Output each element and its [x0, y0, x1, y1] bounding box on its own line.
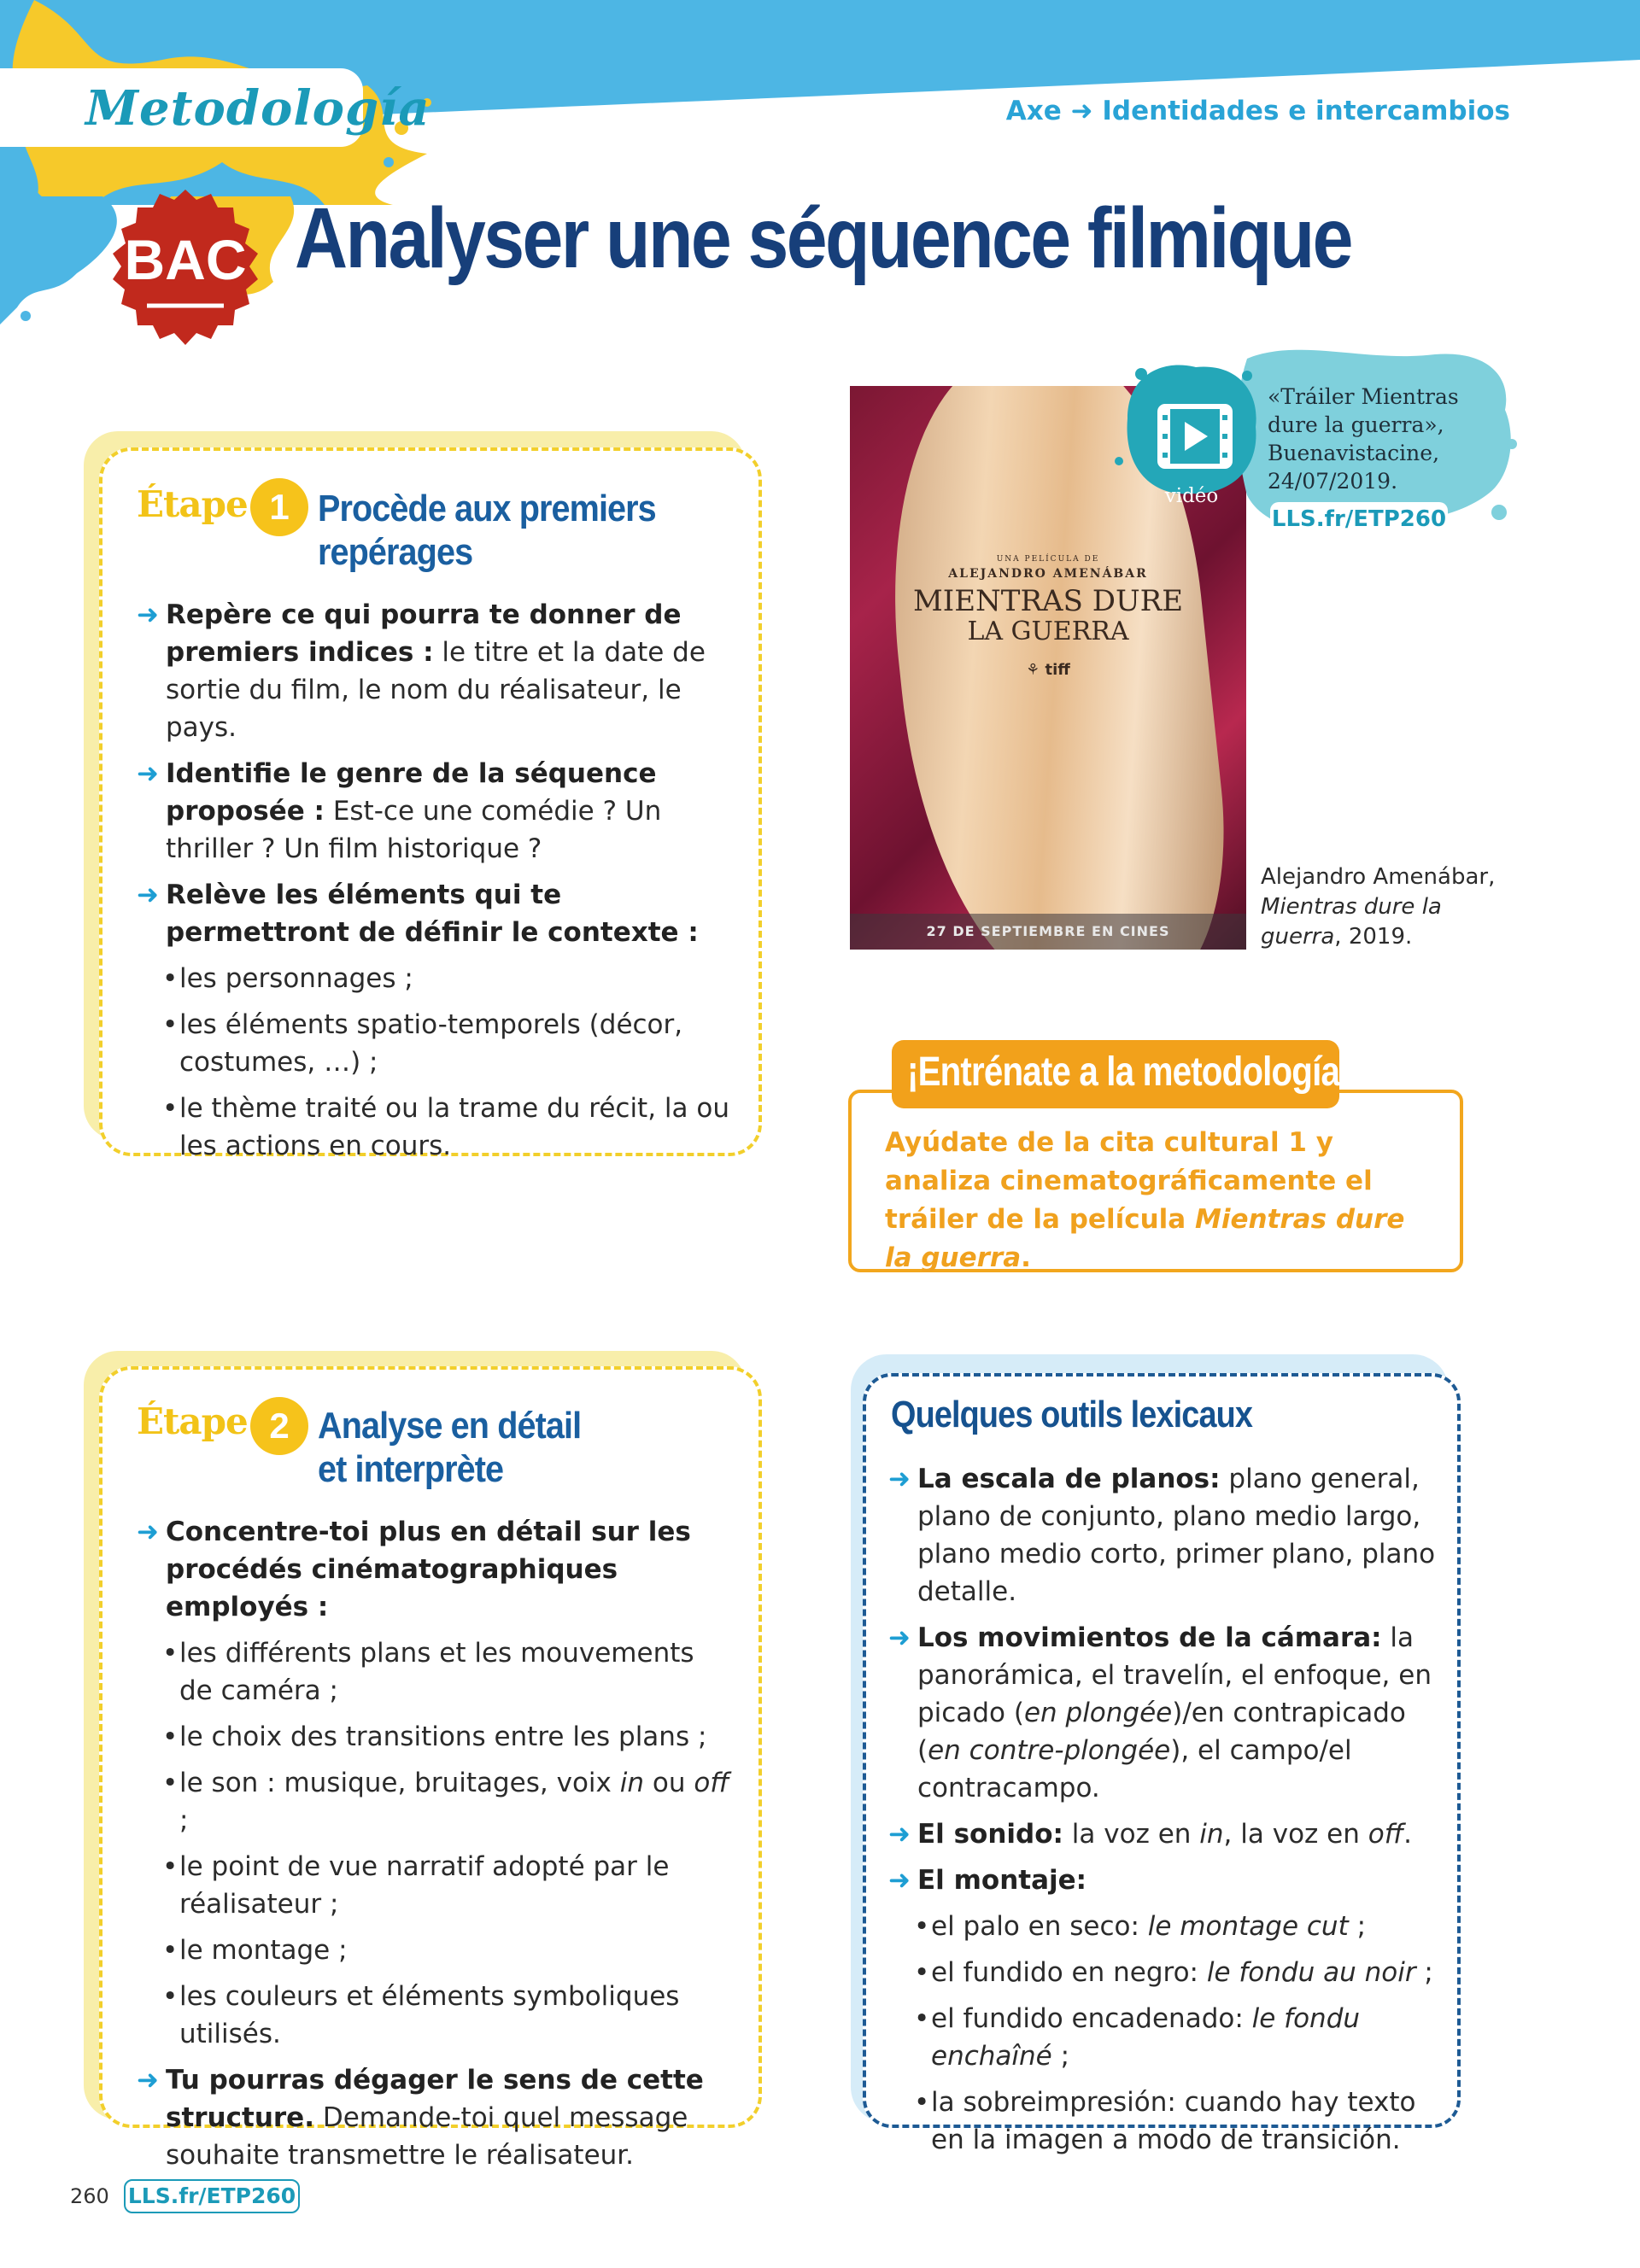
entrenate-tab	[892, 1040, 1350, 1108]
bac-label: BAC	[124, 228, 247, 291]
bullet-icon: •	[914, 2087, 930, 2118]
lexique-mov-contre: en contre-plongée	[928, 1735, 1171, 1766]
step1-item-1-text: le titre et la date de sortie du film, le nom du réalisateur, le pays.	[166, 637, 706, 743]
step2-title	[318, 1404, 581, 1491]
lexique-sonido-in: in	[1199, 1819, 1224, 1850]
lexique-bullet-text: ;	[1051, 2041, 1070, 2072]
page-title: Analyser une séquence filmique	[295, 190, 1351, 286]
poster-title-line2: LA GUERRA	[967, 617, 1129, 646]
lexique-item-montaje	[888, 1862, 1444, 1899]
step1-bullet-text: le thème traité ou la trame du récit, la ou les actions en cours.	[179, 1093, 729, 1161]
video-source-text: «Tráiler Mientras dure la guerra», Buenavistacine, 24/07/2019.	[1268, 384, 1459, 494]
caption-author: Alejandro Amenábar,	[1261, 864, 1496, 890]
bullet-icon: •	[162, 1093, 179, 1124]
lexique-sonido-text: .	[1403, 1819, 1412, 1850]
step1-body	[137, 596, 735, 1173]
lexique-sonido-text: la voz en	[1063, 1819, 1200, 1850]
bullet-icon: •	[162, 1638, 179, 1669]
arrow-right-icon: ➜	[888, 1819, 911, 1850]
step2-bullet-text: le choix des transitions entre les plans ;	[179, 1721, 707, 1752]
step2-bullet-text: ou	[644, 1768, 694, 1798]
lexique-sonido-text: , la voz en	[1223, 1819, 1368, 1850]
arrow-right-icon: ➜	[137, 758, 159, 789]
lexique-bullet-italic: le fondu enchaîné	[931, 2003, 1361, 2072]
step2-bullet	[137, 1634, 735, 1710]
step2-bullet	[137, 1978, 735, 2053]
step1-item-3	[137, 876, 735, 951]
step1-number: 1	[250, 478, 308, 536]
lexique-bullet-italic: le montage cut	[1147, 1911, 1349, 1942]
step2-item-2	[137, 2061, 735, 2174]
arrow-right-icon: ➜	[137, 880, 159, 910]
lexique-body	[888, 1460, 1444, 2167]
poster-release-date: 27 DE SEPTIEMBRE EN CINES	[850, 914, 1246, 950]
step2-bullet-text: le montage ;	[179, 1935, 348, 1966]
lexique-sonido-bold: El sonido:	[917, 1819, 1063, 1850]
step2-bullet	[137, 1848, 735, 1923]
bac-badge	[104, 186, 266, 348]
video-play-icon[interactable]	[1157, 398, 1233, 475]
step2-item-2-bold: Tu pourras dégager le sens de cette structure.	[166, 2065, 704, 2133]
bullet-icon: •	[162, 1768, 179, 1798]
step2-bullet-off: off	[694, 1768, 729, 1798]
step2-bullet-text: le point de vue narratif adopté par le réalisateur ;	[179, 1851, 670, 1920]
step2-etape-label: Étape	[137, 1400, 248, 1442]
bullet-icon: •	[162, 1935, 179, 1966]
entrenate-title: ¡Entrénate a la metodología!	[907, 1049, 1350, 1095]
lexique-montaje-bold: El montaje:	[917, 1865, 1087, 1896]
step1-bullet-text: les personnages ;	[179, 963, 413, 994]
footer-link[interactable]: LLS.fr/ETP260	[124, 2179, 300, 2213]
axe-breadcrumb	[1006, 96, 1510, 126]
step2-item-1-bold: Concentre-toi plus en détail sur les procédés cinématographiques employés :	[166, 1517, 691, 1622]
lexique-bullet-text: ;	[1348, 1911, 1367, 1942]
poster-logos: ⚘ tiff	[1026, 661, 1070, 679]
lexique-bullet-text: el fundido encadenado:	[931, 2003, 1252, 2034]
step2-bullet-in: in	[619, 1768, 645, 1798]
step2-body	[137, 1513, 735, 2183]
lexique-mov-text: la panorámica, el travelín, el enfoque, en picado (	[917, 1622, 1432, 1728]
step1-title-line2: repérages	[318, 531, 473, 573]
step1-bullet	[137, 1090, 735, 1165]
bullet-icon: •	[162, 1981, 179, 2012]
video-label: vidéo	[1164, 485, 1219, 507]
caption-year: , 2019.	[1334, 924, 1413, 950]
step1-bullet	[137, 960, 735, 997]
entrenate-film: Mientras dure la guerra	[885, 1204, 1405, 1273]
lexique-bullet-text: la sobreimpresión: cuando hay texto en la imagen a modo de transición.	[931, 2087, 1416, 2155]
arrow-right-icon: ➜	[137, 599, 159, 630]
entrenate-text-end: .	[1021, 1242, 1031, 1273]
step1-bullet-text: les éléments spatio-temporels (décor, costumes, …) ;	[179, 1009, 683, 1078]
lexique-mov-text: )/en contrapicado (	[917, 1698, 1406, 1766]
lexique-bullet-text: el fundido en negro:	[931, 1957, 1207, 1988]
bullet-icon: •	[162, 963, 179, 994]
bullet-icon: •	[162, 1851, 179, 1882]
step2-bullet-text: les différents plans et les mouvements de caméra ;	[179, 1638, 694, 1706]
lexique-escala-text: plano general, plano de conjunto, plano medio largo, plano medio corto, primer plano, plano detalle.	[917, 1464, 1436, 1607]
bullet-icon: •	[162, 1721, 179, 1752]
step1-item-2	[137, 755, 735, 868]
lexique-bullet	[888, 1954, 1444, 1991]
lexique-bullet	[888, 2084, 1444, 2159]
step2-bullet	[137, 1932, 735, 1969]
step1-item-3-bold: Relève les éléments qui te permettront de définir le contexte :	[166, 880, 699, 948]
arrow-right-icon: ➜	[888, 1865, 911, 1896]
poster-director: ALEJANDRO AMENÁBAR	[948, 567, 1148, 581]
lexique-mov-bold: Los movimientos de la cámara:	[917, 1622, 1382, 1653]
step1-bullet	[137, 1006, 735, 1081]
step1-item-2-bold: Identifie le genre de la séquence proposée :	[166, 758, 657, 827]
bullet-icon: •	[162, 1009, 179, 1040]
video-link[interactable]: LLS.fr/ETP260	[1270, 502, 1448, 536]
lexique-bullet	[888, 1908, 1444, 1945]
bullet-icon: •	[914, 1911, 930, 1942]
step1-etape-label: Étape	[137, 483, 248, 525]
arrow-right-icon: ➜	[888, 1622, 911, 1653]
lexique-item-escala	[888, 1460, 1444, 1610]
step1-item-1	[137, 596, 735, 746]
bullet-icon: •	[914, 2003, 930, 2034]
step1-item-1-bold: Repère ce qui pourra te donner de premiers indices :	[166, 599, 682, 668]
step2-bullet-text: ;	[179, 1805, 189, 1836]
entrenate-text-main: Ayúdate de la cita cultural 1 y analiza cinematográficamente el tráiler de la película	[885, 1127, 1373, 1235]
lexique-item-movimientos	[888, 1619, 1444, 1807]
lexique-bullet-italic: le fondu au noir	[1206, 1957, 1416, 1988]
bullet-icon: •	[914, 1957, 930, 1988]
lexique-title: Quelques outils lexicaux	[891, 1394, 1253, 1435]
step2-bullet	[137, 1764, 735, 1839]
step1-title-line1: Procède aux premiers	[318, 488, 656, 529]
axe-theme: Identidades e intercambios	[1102, 96, 1510, 126]
lexique-bullet-text: el palo en seco:	[931, 1911, 1148, 1942]
caption-film: Mientras dure la guerra	[1261, 894, 1442, 950]
step2-title-line1: Analyse en détail	[318, 1405, 582, 1447]
lexique-sonido-off: off	[1368, 1819, 1404, 1850]
lexique-mov-plongee: en plongée	[1023, 1698, 1173, 1728]
arrow-right-icon: ➜	[137, 2065, 159, 2096]
arrow-right-icon: ➜	[1070, 96, 1093, 126]
lexique-bullet-text: ;	[1415, 1957, 1433, 1988]
axe-prefix: Axe	[1005, 96, 1062, 126]
step2-item-2-text: Demande-toi quel message souhaite transmettre le réalisateur.	[166, 2102, 688, 2171]
metodologia-tab	[0, 68, 430, 147]
arrow-right-icon: ➜	[888, 1464, 911, 1494]
entrenate-text	[885, 1124, 1432, 1277]
step1-item-2-text: Est-ce une comédie ? Un thriller ? Un film historique ?	[166, 796, 662, 864]
poster-title-line1: MIENTRAS DURE	[912, 584, 1184, 618]
poster-small-line: UNA PELÍCULA DE	[996, 555, 1100, 564]
step2-bullet-text: les couleurs et éléments symboliques utilisés.	[179, 1981, 680, 2049]
step2-bullet-text: le son : musique, bruitages, voix	[179, 1768, 620, 1798]
poster-caption	[1261, 862, 1517, 952]
arrow-right-icon: ➜	[137, 1517, 159, 1547]
step2-bullet	[137, 1718, 735, 1756]
lexique-escala-bold: La escala de planos:	[917, 1464, 1221, 1494]
step2-title-line2: et interprète	[318, 1448, 504, 1490]
lexique-bullet	[888, 2000, 1444, 2075]
lexique-item-sonido	[888, 1815, 1444, 1853]
step2-item-1	[137, 1513, 735, 1626]
page-number: 260	[70, 2184, 109, 2208]
metodologia-label: Metodología	[85, 80, 430, 137]
step2-number: 2	[250, 1397, 308, 1455]
step1-title	[318, 487, 656, 574]
lexique-mov-text: ), el campo/el contracampo.	[917, 1735, 1352, 1803]
